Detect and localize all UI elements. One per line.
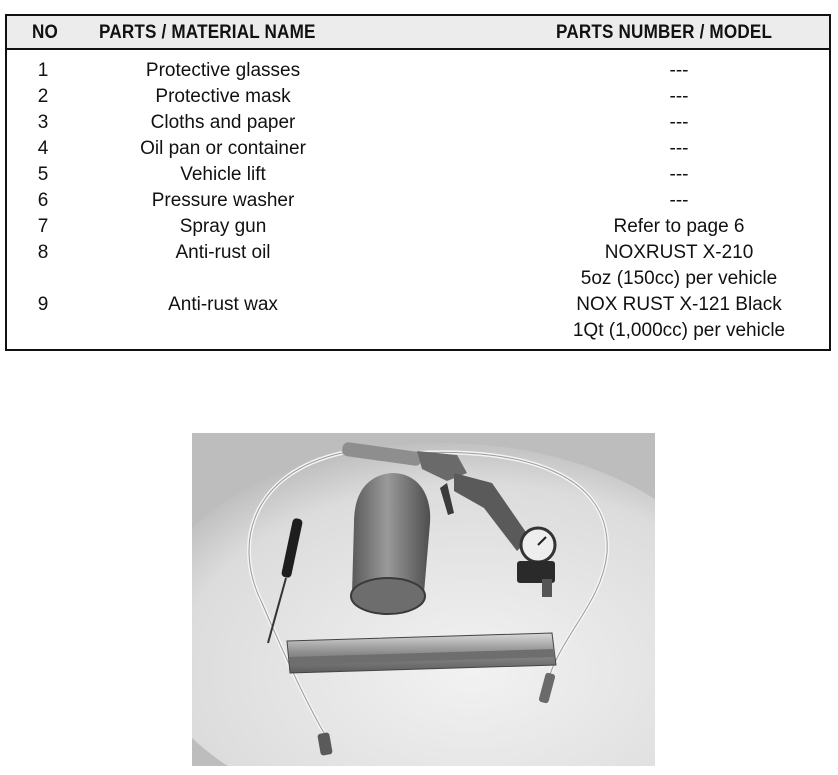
row-name: Spray gun (179, 216, 267, 237)
row-name: Anti-rust oil (175, 242, 271, 263)
row-name: Vehicle lift (180, 164, 266, 185)
header-parts-number: PARTS NUMBER / MODEL (556, 22, 773, 43)
row-number: 5 (37, 164, 49, 185)
parts-table (5, 14, 831, 351)
table-row (7, 242, 829, 268)
row-name: Protective glasses (145, 60, 301, 81)
spray-gun-kit-photo (192, 433, 655, 766)
table-row (7, 86, 829, 112)
table-row (7, 294, 829, 320)
table-header (7, 16, 829, 50)
row-number: 7 (37, 216, 49, 237)
table-row (7, 320, 829, 346)
row-number: 2 (37, 86, 49, 107)
row-part-number: 1Qt (1,000cc) per vehicle (572, 320, 786, 341)
row-number: 9 (37, 294, 49, 315)
row-name: Pressure washer (151, 190, 295, 211)
row-part-number: --- (669, 164, 689, 185)
row-number: 8 (37, 242, 49, 263)
row-name: Protective mask (155, 86, 291, 107)
header-parts-name: PARTS / MATERIAL NAME (99, 22, 316, 43)
photo-drawing (192, 433, 655, 766)
air-fitting (542, 579, 552, 597)
row-part-number: --- (669, 112, 689, 133)
header-no: NO (32, 22, 59, 43)
row-part-number: --- (669, 190, 689, 211)
row-number: 6 (37, 190, 49, 211)
row-part-number: --- (669, 138, 689, 159)
table-row (7, 60, 829, 86)
table-row (7, 164, 829, 190)
row-part-number: 5oz (150cc) per vehicle (580, 268, 778, 289)
row-number: 3 (37, 112, 49, 133)
table-row (7, 112, 829, 138)
row-part-number: Refer to page 6 (613, 216, 745, 237)
paint-cup-mouth (351, 578, 425, 614)
row-name: Cloths and paper (150, 112, 296, 133)
row-part-number: --- (669, 60, 689, 81)
row-name: Anti-rust wax (168, 294, 278, 315)
row-part-number: NOX RUST X-121 Black (576, 294, 782, 315)
row-number: 1 (37, 60, 49, 81)
row-name: Oil pan or container (140, 138, 306, 159)
table-row (7, 138, 829, 164)
row-part-number: NOXRUST X-210 (604, 242, 754, 263)
row-part-number: --- (669, 86, 689, 107)
table-row (7, 216, 829, 242)
row-number: 4 (37, 138, 49, 159)
table-row (7, 190, 829, 216)
table-row (7, 268, 829, 294)
